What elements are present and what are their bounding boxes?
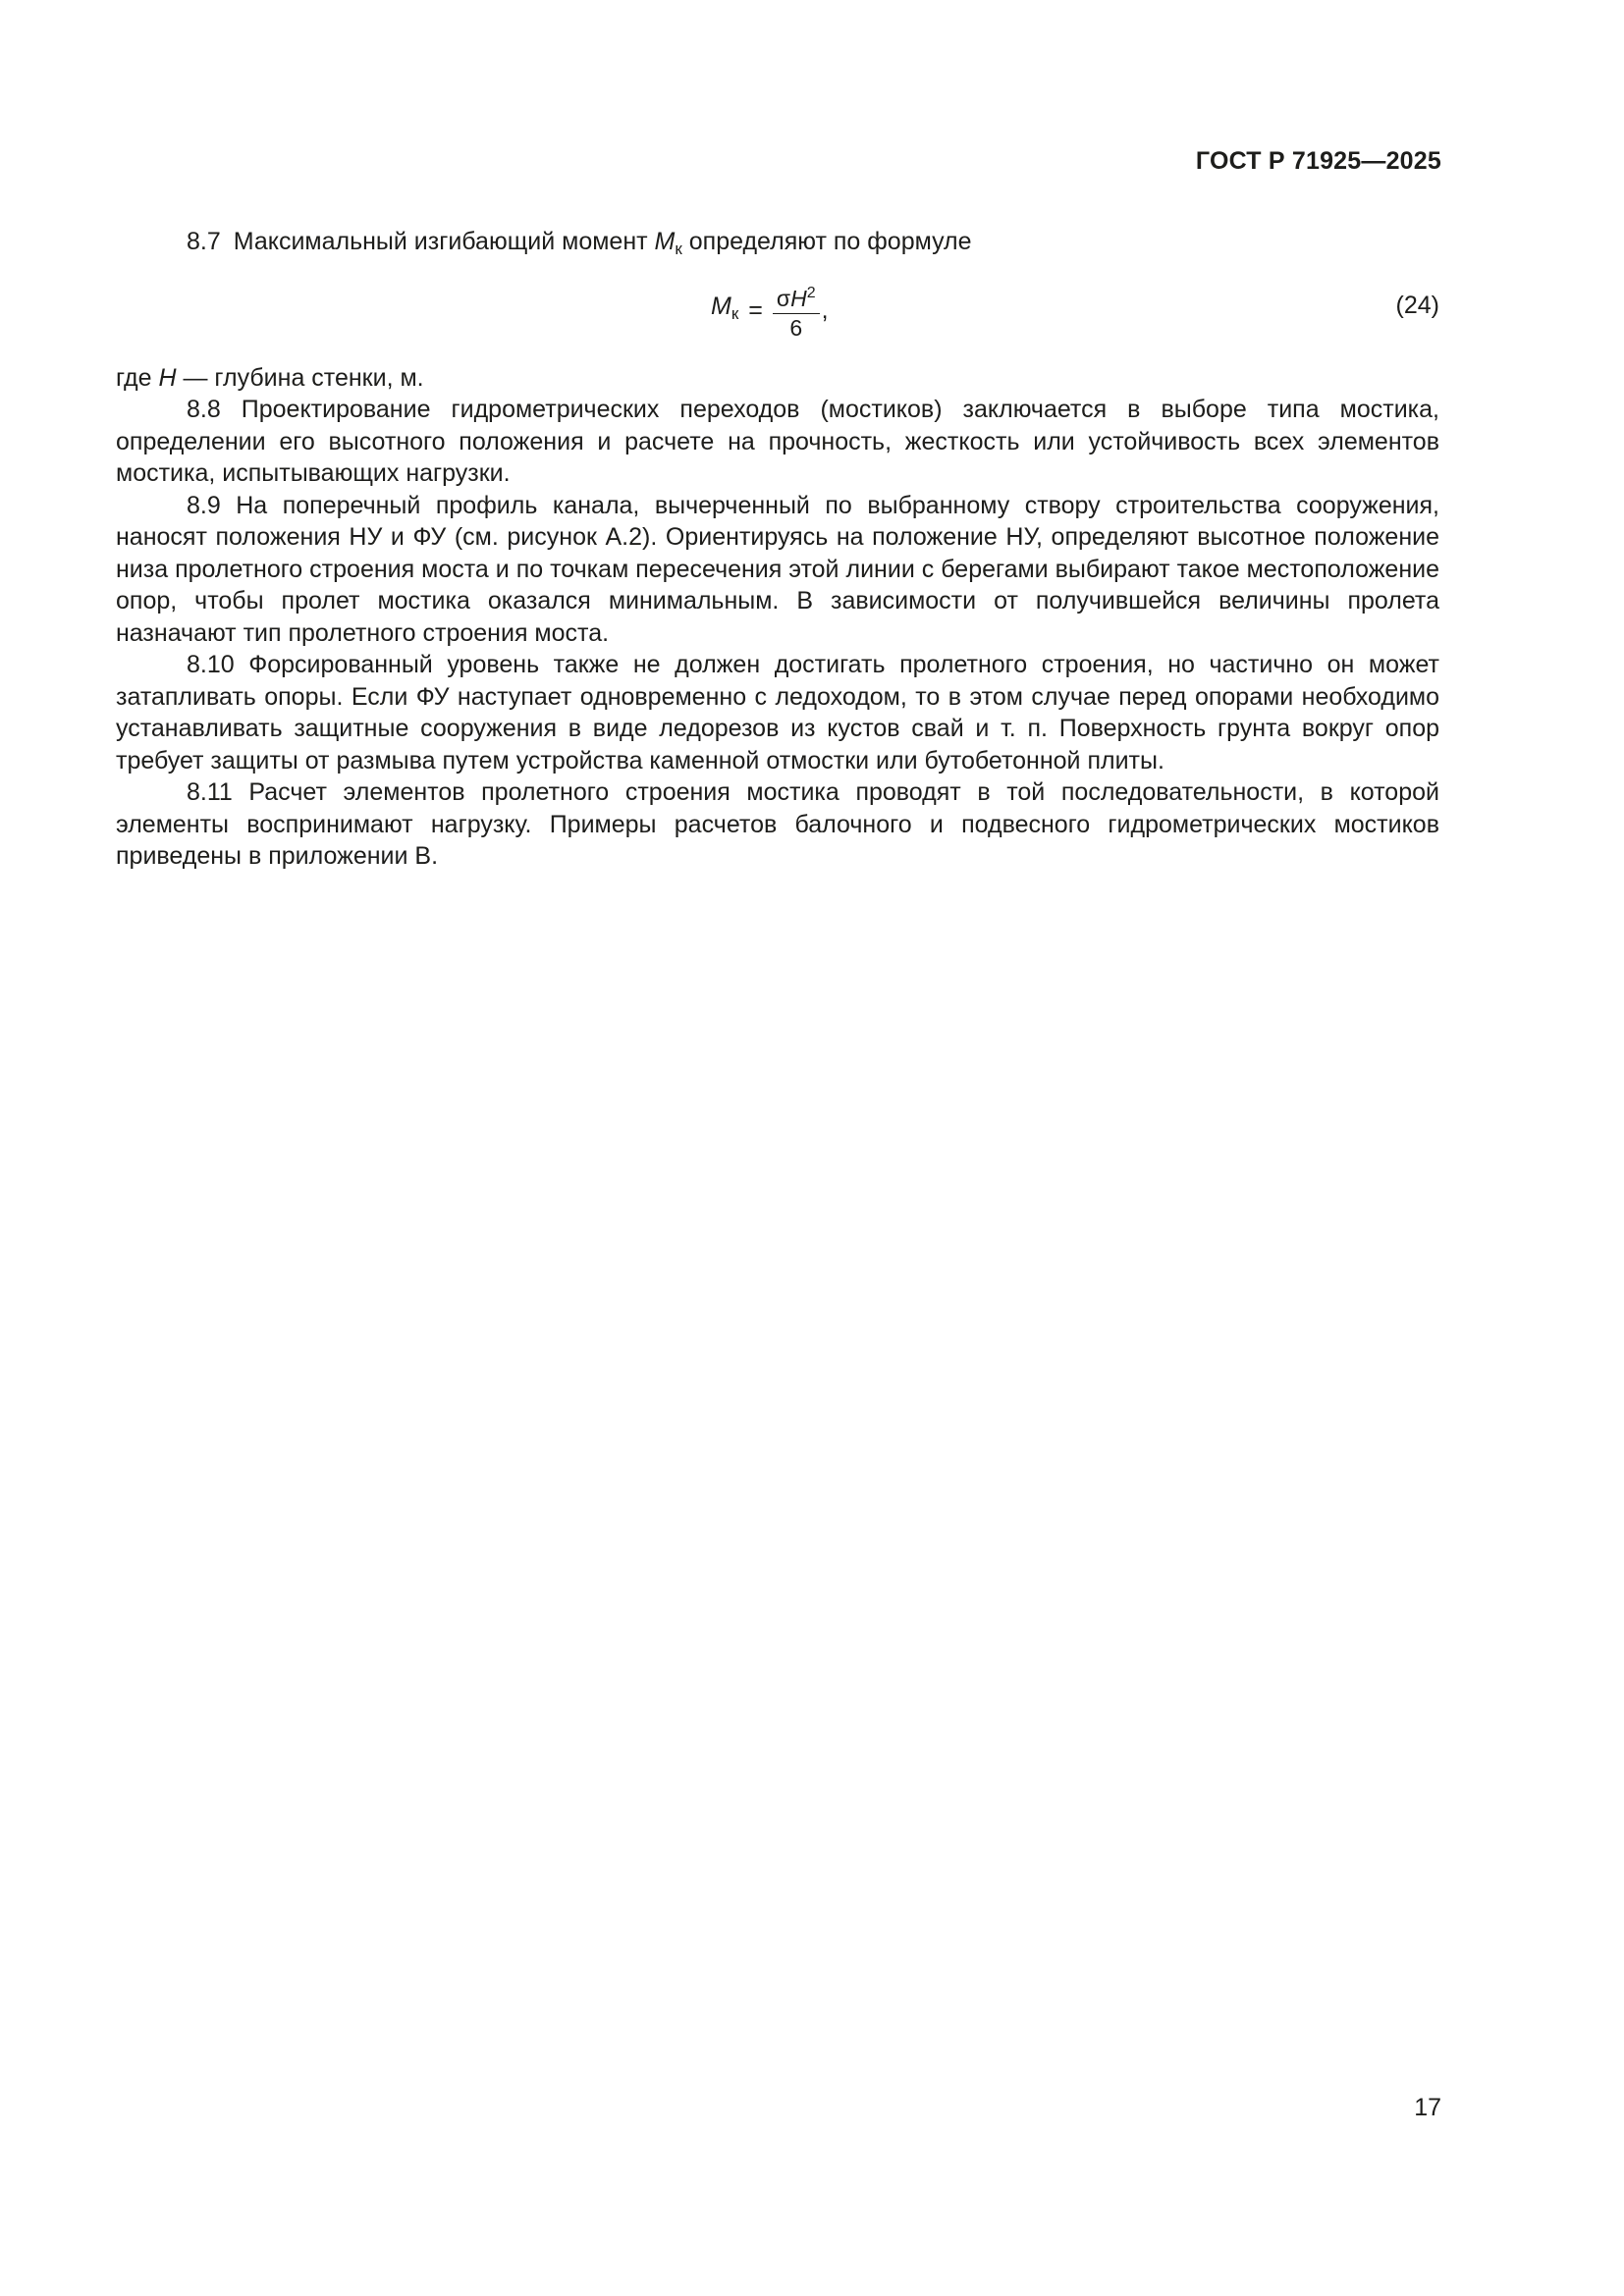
formula-trailing-comma: , xyxy=(821,295,829,324)
document-code-header: ГОСТ Р 71925—2025 xyxy=(1195,147,1441,175)
formula-fraction xyxy=(773,280,820,342)
formula-sigma: σ xyxy=(776,285,791,311)
paragraph-8-9: 8.9 На поперечный профиль канала, вычерченный по выбранному створу строительства сооружения, наносят положения НУ и ФУ (см. рисунок А.2). Ориентируясь на положение НУ, определяют высотное положение низа пролетного строения моста и по точкам пересечения этой линии с берегами выбирают такое местоположение опор, чтобы пролет мостика оказался минимальным. В зависимости от получившейся величины пролета назначают тип пролетного строения моста. xyxy=(116,491,1439,647)
where-text: — глубина стенки, м. xyxy=(183,363,424,392)
formula-numerator xyxy=(773,280,820,314)
where-symbol: H xyxy=(158,363,177,392)
paragraph-8-8: 8.8 Проектирование гидрометрических переходов (мостиков) заключается в выборе типа мостика, определении его высотного положения и расчете на прочность, жесткость или устойчивость всех элементов мостика, испытывающих нагрузки. xyxy=(116,396,1439,487)
formula-exponent: 2 xyxy=(806,284,816,301)
moment-symbol xyxy=(654,228,682,258)
page-number: 17 xyxy=(1414,2094,1441,2121)
paragraph-8-10: 8.10 Форсированный уровень также не должен достигать пролетного строения, но частично он может затапливать опоры. Если ФУ наступает одновременно с ледоходом, то в этом случае перед опорами необходимо устанавливать защитные сооружения в виде ледорезов из кустов свай и т. п. Поверхность грунта вокруг опор требует защиты от размыва путем устройства каменной отмостки или бутобетонной плиты. xyxy=(116,651,1439,774)
moment-symbol-subscript: к xyxy=(675,240,682,258)
clause-number: 8.7 xyxy=(187,228,221,255)
paragraph-8-11: 8.11 Расчет элементов пролетного строения мостика проводят в той последовательности, в которой элементы воспринимают нагрузку. Примеры расчетов балочного и подвесного гидрометрических мостиков приведены в приложении В. xyxy=(116,778,1439,870)
formula-row xyxy=(116,276,1439,356)
formula-number: (24) xyxy=(1395,291,1439,319)
formula-lhs-subscript: к xyxy=(731,303,739,323)
where-prefix: где xyxy=(116,363,152,392)
formula-lhs-letter: M xyxy=(711,292,731,320)
where-clause xyxy=(116,362,1439,395)
moment-symbol-letter: M xyxy=(654,228,676,255)
formula-denominator: 6 xyxy=(789,314,803,341)
clause-text-after: определяют по формуле xyxy=(688,228,972,255)
formula-24 xyxy=(711,280,829,342)
formula-lhs xyxy=(711,291,738,331)
formula-equals: = xyxy=(748,295,763,324)
paragraph-8-7 xyxy=(116,226,1439,266)
clause-text-before: Максимальный изгибающий момент xyxy=(233,228,648,255)
document-body xyxy=(116,226,1439,873)
formula-depth-var: H xyxy=(790,285,807,311)
